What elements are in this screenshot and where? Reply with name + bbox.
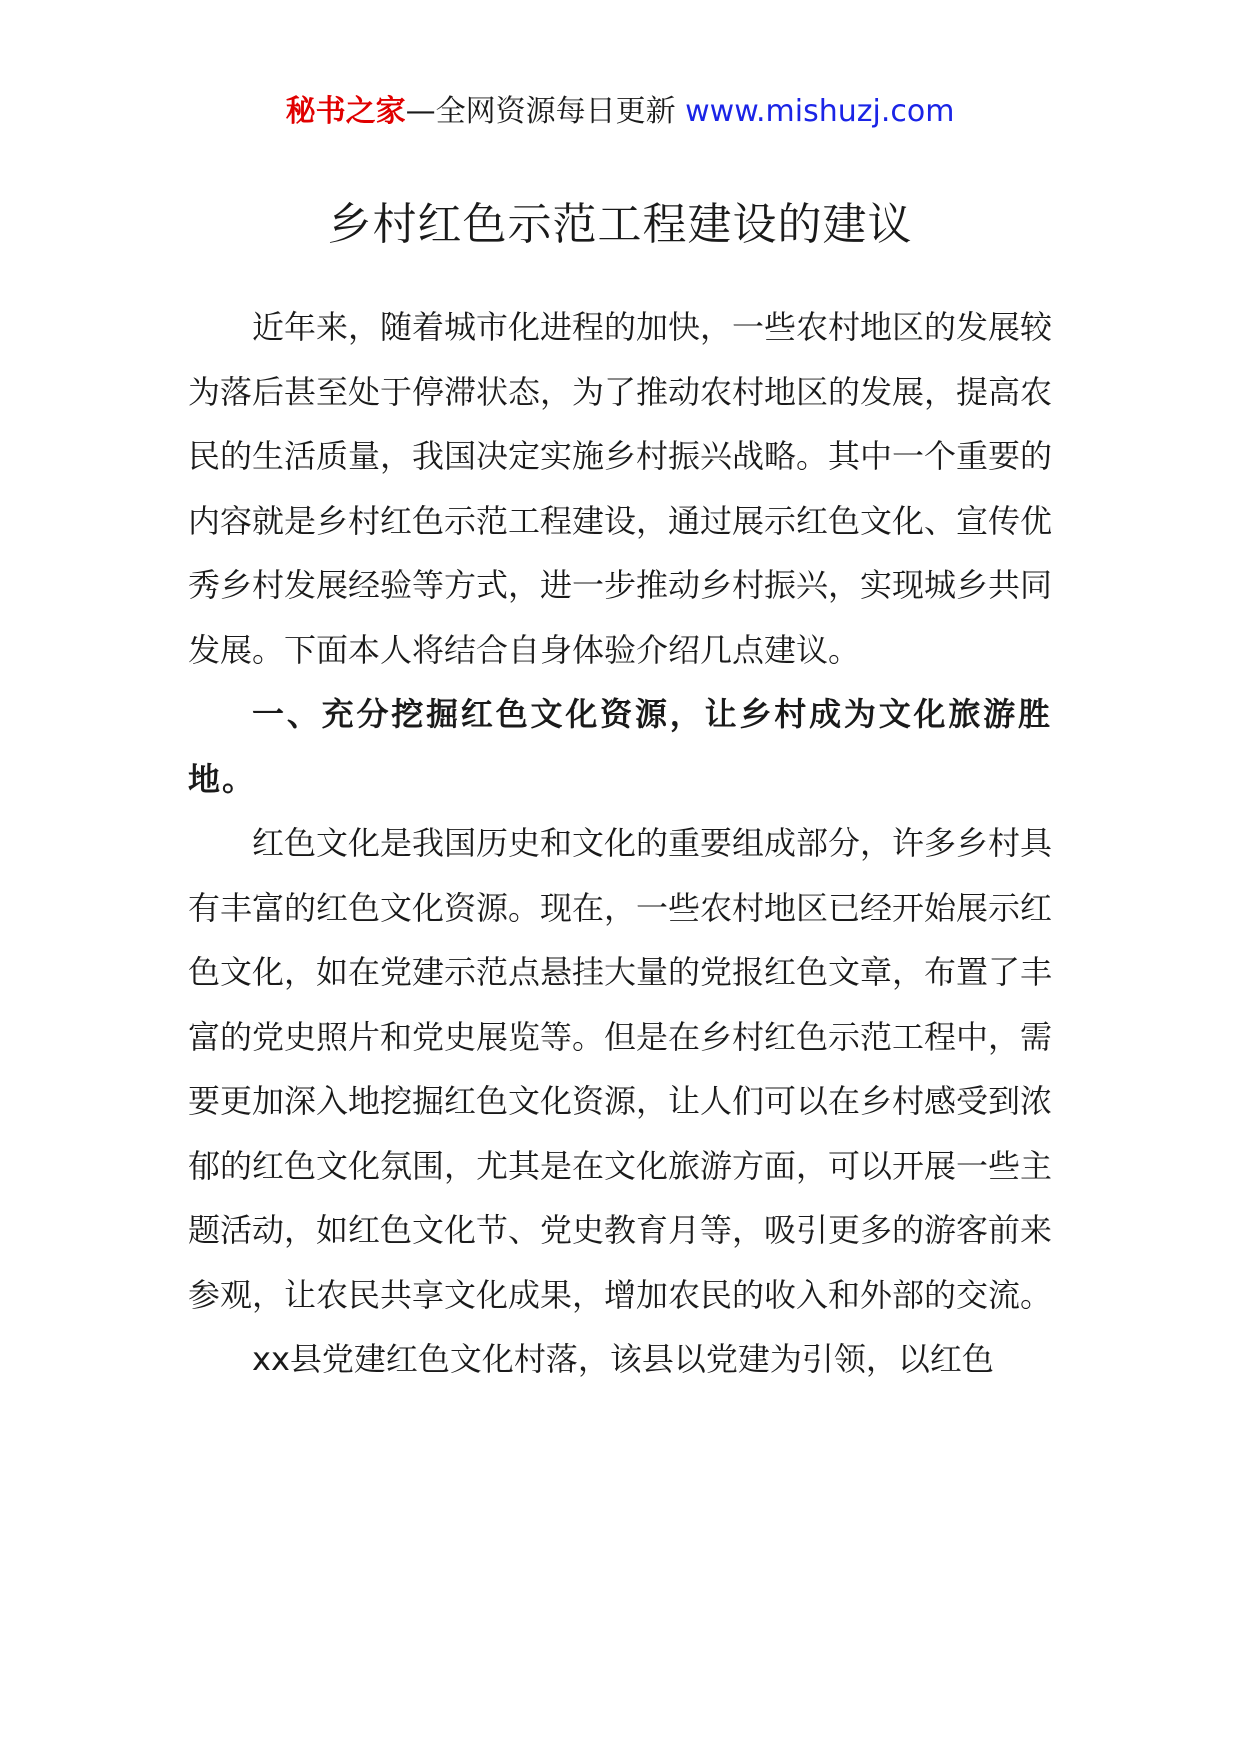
site-url-link[interactable]: www.mishuzj.com xyxy=(685,94,955,129)
site-header xyxy=(0,92,1240,132)
example-paragraph: xx县党建红色文化村落，该县以党建为引领，以红色 xyxy=(252,1340,994,1378)
site-brand: 秘书之家 xyxy=(285,94,406,129)
site-tagline: —全网资源每日更新 xyxy=(405,94,686,129)
document-title: 乡村红色示范工程建设的建议 xyxy=(327,199,913,250)
document-body xyxy=(188,295,1052,1392)
section-heading-1: 一、充分挖掘红色文化资源，让乡村成为文化旅游胜地。 xyxy=(188,695,1052,798)
section-1-paragraph: 红色文化是我国历史和文化的重要组成部分，许多乡村具有丰富的红色文化资源。现在，一些农村地区已经开始展示红色文化，如在党建示范点悬挂大量的党报红色文章，布置了丰富的党史照片和党史展览等。但是在乡村红色示范工程中，需要更加深入地挖掘红色文化资源，让人们可以在乡村感受到浓郁的红色文化氛围，尤其是在文化旅游方面，可以开展一些主题活动，如红色文化节、党史教育月等，吸引更多的游客前来参观，让农民共享文化成果，增加农民的收入和外部的交流。 xyxy=(188,824,1053,1314)
intro-paragraph: 近年来，随着城市化进程的加快，一些农村地区的发展较为落后甚至处于停滞状态，为了推动农村地区的发展，提高农民的生活质量，我国决定实施乡村振兴战略。其中一个重要的内容就是乡村红色示范工程建设，通过展示红色文化、宣传优秀乡村发展经验等方式，进一步推动乡村振兴，实现城乡共同发展。下面本人将结合自身体验介绍几点建议。 xyxy=(188,308,1053,669)
